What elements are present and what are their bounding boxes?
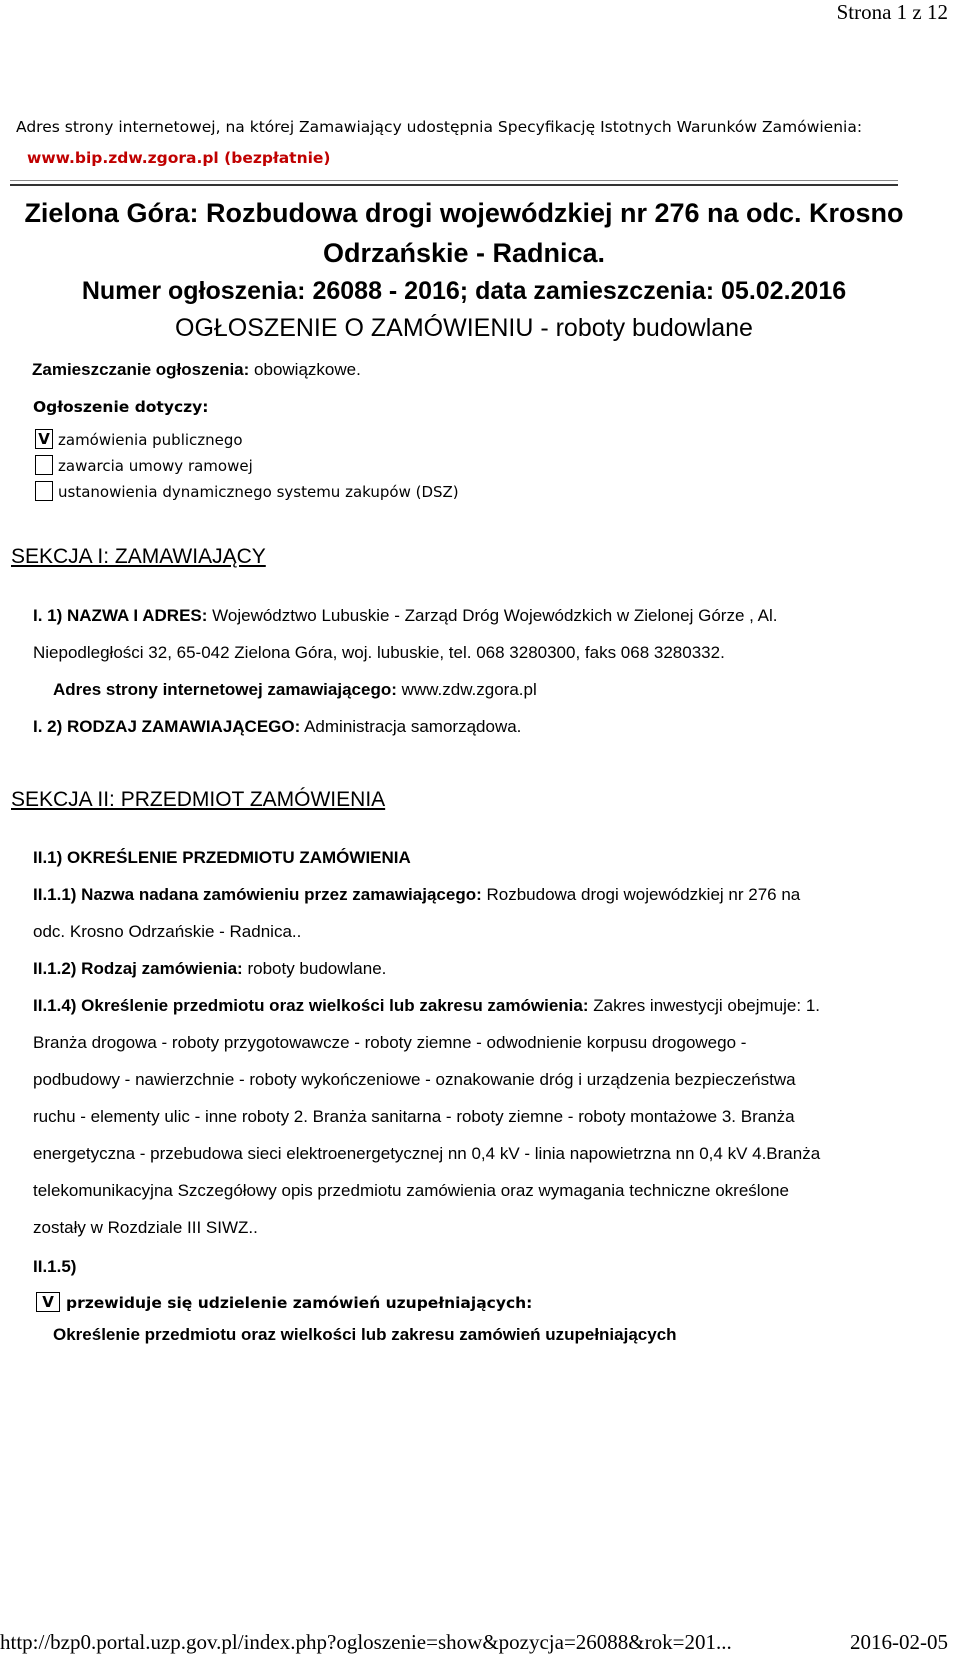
siwz-link[interactable]: www.bip.zdw.zgora.pl (bezpłatnie) [27,149,331,167]
section2-scope-line: podbudowy - nawierzchnie - roboty wykończeniowe - oznakowanie dróg i urządzenia bezpieczeństwa [33,1070,796,1089]
notice-subtitle: OGŁOSZENIE O ZAMÓWIENIU - roboty budowlane [175,314,753,342]
footer-date: 2016-02-05 [850,1630,948,1654]
notice-number: Numer ogłoszenia: 26088 - 2016; data zamieszczenia: 05.02.2016 [81,277,847,305]
notice-title-line2: Odrzańskie - Radnica. [322,238,606,268]
notice-title-line1: Zielona Góra: Rozbudowa drogi wojewódzkiej nr 276 na odc. Krosno [24,198,904,228]
section2-sub1: II.1) OKREŚLENIE PRZEDMIOTU ZAMÓWIENIA [33,848,411,867]
section1-heading: SEKCJA I: ZAMAWIAJĄCY [11,545,266,568]
checkbox-framework [35,455,53,475]
checkbox-supplementary: V [36,1292,60,1312]
placement-label: Zamieszczanie ogłoszenia: [32,360,250,379]
option-framework: zawarcia umowy ramowej [58,457,253,475]
concerns-label: Ogłoszenie dotyczy: [33,398,209,416]
section1-name-line1 [33,606,778,626]
section1-type-label: I. 2) RODZAJ ZAMAWIAJĄCEGO: [33,717,301,736]
supplementary-scope: Określenie przedmiotu oraz wielkości lub zakresu zamówień uzupełniających [53,1325,677,1344]
section2-kind-value: roboty budowlane. [247,959,387,978]
section2-name-line2: odc. Krosno Odrzańskie - Radnica.. [33,922,302,941]
checkbox-dsz [35,481,53,501]
section2-kind-row [33,959,386,979]
section2-name-line1 [33,885,800,905]
section2-heading: SEKCJA II: PRZEDMIOT ZAMÓWIENIA [11,788,386,811]
section1-name-label: I. 1) NAZWA I ADRES: [33,606,208,625]
checkbox-public-contract: V [35,429,53,449]
section2-kind-label: II.1.2) Rodzaj zamówienia: [33,959,243,978]
section2-scope-line: zostały w Rozdziale III SIWZ.. [33,1218,258,1237]
section1-type-value: Administracja samorządowa. [304,717,522,736]
section2-name-label: II.1.1) Nazwa nadana zamówieniu przez zamawiającego: [33,885,482,904]
section2-scope-line: telekomunikacyjna Szczegółowy opis przedmiotu zamówienia oraz wymagania techniczne określone [33,1181,789,1200]
section2-scope-value1: Zakres inwestycji obejmuje: 1. [593,996,821,1015]
supplementary-label: przewiduje się udzielenie zamówień uzupełniających: [66,1294,533,1312]
section1-www-label: Adres strony internetowej zamawiającego: [53,680,397,699]
section2-scope-row [33,996,820,1016]
section2-name-value1: Rozbudowa drogi wojewódzkiej nr 276 na [486,885,801,904]
section1-name-line2: Niepodległości 32, 65-042 Zielona Góra, woj. lubuskie, tel. 068 3280300, faks 068 3280332. [33,643,725,662]
section1-www-value: www.zdw.zgora.pl [401,680,537,699]
section1-type-row [33,717,521,737]
section1-www-row [53,680,537,700]
placement-value: obowiązkowe. [254,360,361,379]
option-public-contract: zamówienia publicznego [58,431,243,449]
section2-scope-line: energetyczna - przebudowa sieci elektroenergetycznej nn 0,4 kV - linia napowietrzna nn 0,4 kV 4.Branża [33,1144,821,1163]
placement-row [32,360,361,380]
section2-sub15: II.1.5) [33,1257,77,1276]
option-dsz: ustanowienia dynamicznego systemu zakupów (DSZ) [58,483,459,501]
siwz-address-line: Adres strony internetowej, na której Zamawiający udostępnia Specyfikację Istotnych Warunków Zamówienia: [16,118,863,136]
section2-scope-label: II.1.4) Określenie przedmiotu oraz wielkości lub zakresu zamówienia: [33,996,589,1015]
footer-url: http://bzp0.portal.uzp.gov.pl/index.php?ogloszenie=show&pozycja=26088&rok=201... [0,1630,732,1654]
page-number: Strona 1 z 12 [836,0,948,24]
section2-scope-line: Branża drogowa - roboty przygotowawcze - roboty ziemne - odwodnienie korpusu drogowego - [33,1033,747,1052]
header-divider [10,180,898,186]
section2-scope-line: ruchu - elementy ulic - inne roboty 2. Branża sanitarna - roboty ziemne - roboty montażowe 3. Branża [33,1107,795,1126]
section1-name-value1: Województwo Lubuskie - Zarząd Dróg Wojewódzkich w Zielonej Górze , Al. [212,606,778,625]
